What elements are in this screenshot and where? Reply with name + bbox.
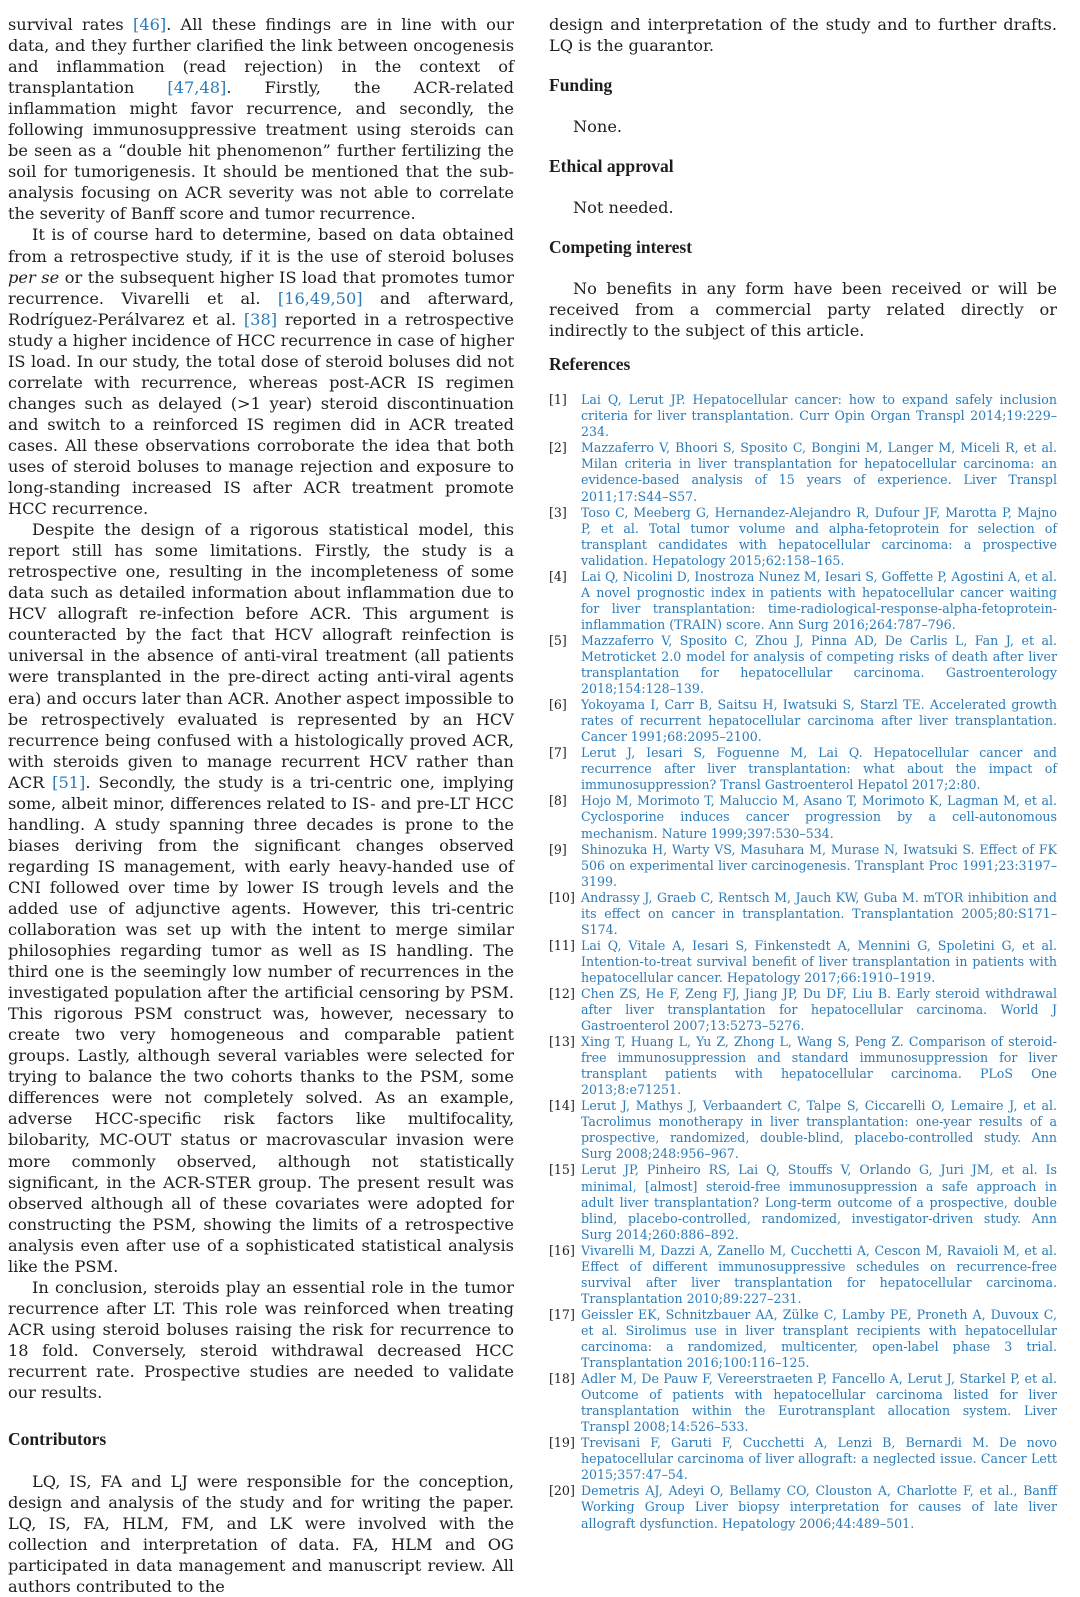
- text-span: . All these findings are in line with our data, and they further clarified the link between oncogenesis and inflammation (read rejection) in the context of transplantation: [8, 15, 514, 98]
- citation-link[interactable]: [16,49,50]: [277, 288, 363, 308]
- reference-number: [10]: [549, 889, 575, 905]
- reference-number: [20]: [549, 1483, 575, 1499]
- reference-item: [549, 505, 1057, 569]
- reference-item: [549, 1162, 1057, 1242]
- reference-link[interactable]: Mazzaferro V, Sposito C, Zhou J, Pinna AD, De Carlis L, Fan J, et al. Metroticket 2.0 model for analysis of competing risks of death after liver transplantation for hepatocellular carcinoma. Gastroenterology 2018;154:128–139.: [581, 632, 1057, 697]
- citation-link[interactable]: [47,48]: [167, 78, 227, 98]
- reference-item: [549, 793, 1057, 841]
- reference-number: [3]: [549, 504, 567, 520]
- reference-link[interactable]: Chen ZS, He F, Zeng FJ, Jiang JP, Du DF, Liu B. Early steroid withdrawal after liver transplantation for hepatocellular carcinoma. World J Gastroenterol 2007;13:5273–5276.: [581, 985, 1057, 1034]
- reference-item: [549, 1098, 1057, 1162]
- reference-number: [18]: [549, 1371, 575, 1387]
- ethical-text: Not needed.: [573, 198, 674, 218]
- reference-item: [549, 842, 1057, 890]
- reference-list: [549, 392, 1057, 1531]
- citation-link[interactable]: [51]: [52, 772, 86, 792]
- paragraph-conclusion: In conclusion, steroids play an essential role in the tumor recurrence after LT. This role was reinforced when treating ACR using steroid boluses raising the risk for recurrence to 18 fold. Conversely, steroid withdrawal decreased HCC recurrent rate. Prospective studies are needed to validate our results.: [8, 1277, 514, 1403]
- text-span: or the subsequent higher IS load that promotes tumor recurrence. Vivarelli et al.: [8, 267, 514, 308]
- reference-link[interactable]: Toso C, Meeberg G, Hernandez-Alejandro R, Dufour JF, Marotta P, Majno P, et al. Total tumor volume and alpha-fetoprotein for selection of transplant candidates with hepatocellular carcinoma: a prospective validation. Hepatology 2015;62:158–165.: [581, 504, 1057, 568]
- reference-item: [549, 1034, 1057, 1098]
- contributors-heading: Contributors: [8, 1429, 107, 1450]
- reference-number: [1]: [549, 392, 567, 408]
- reference-item: [549, 392, 1057, 440]
- reference-number: [11]: [549, 937, 575, 953]
- reference-number: [9]: [549, 841, 567, 857]
- funding-text: None.: [573, 117, 623, 137]
- references-heading: References: [549, 354, 631, 375]
- reference-item: [549, 986, 1057, 1034]
- reference-item: [549, 440, 1057, 504]
- reference-link[interactable]: Trevisani F, Garuti F, Cucchetti A, Lenzi B, Bernardi M. De novo hepatocellular carcinoma of liver allograft: a neglected issue. Cancer Lett 2015;357:47–54.: [581, 1435, 1057, 1483]
- reference-link[interactable]: Mazzaferro V, Bhoori S, Sposito C, Bongini M, Langer M, Miceli R, et al. Milan criteria in liver transplantation for hepatocellular carcinoma: an evidence-based analysis of 15 years of experience. Liver Transpl 2011;17:S44–S57.: [581, 440, 1057, 504]
- reference-number: [4]: [549, 568, 567, 584]
- reference-link[interactable]: Lai Q, Vitale A, Iesari S, Finkenstedt A, Mennini G, Spoletini G, et al. Intention-to-treat survival benefit of liver transplantation in patients with hepatocellular cancer. Hepatology 2017;66:1910–1919.: [581, 937, 1057, 985]
- text-span: Despite the design of a rigorous statistical model, this report still has some limitations. Firstly, the study is a retrospective one, resulting in the incompleteness of some data such as detailed information about inflammation due to HCV allograft re-infection before ACR. This argument is counteracted by the fact that HCV allograft reinfection is universal in the absence of anti-viral treatment (all patients were transplanted in the pre-direct acting anti-viral agents era) and occurs later than ACR. Another aspect impossible to be retrospectively evaluated is represented by an HCV recurrence being confused with a histologically proved ACR, with steroids given to manage recurrent HCV rather than ACR: [8, 520, 514, 792]
- reference-link[interactable]: Vivarelli M, Dazzi A, Zanello M, Cucchetti A, Cescon M, Ravaioli M, et al. Effect of different immunosuppressive schedules on recurrence-free survival after liver transplantation for hepatocellular carcinoma. Transplantation 2010;89:227–231.: [581, 1242, 1057, 1306]
- reference-number: [6]: [549, 697, 567, 713]
- reference-item: [549, 1435, 1057, 1483]
- reference-number: [5]: [549, 632, 567, 648]
- reference-item: [549, 697, 1057, 745]
- reference-number: [19]: [549, 1435, 575, 1451]
- reference-item: [549, 1243, 1057, 1307]
- paragraph-limitations: [8, 519, 514, 1277]
- reference-link[interactable]: Xing T, Huang L, Yu Z, Zhong L, Wang S, Peng Z. Comparison of steroid-free immunosuppression and standard immunosuppression for liver transplant patients with hepatocellular carcinoma. PLoS One 2013;8:e71251.: [581, 1034, 1057, 1098]
- right-column: [549, 14, 1057, 1532]
- reference-number: [7]: [549, 745, 567, 761]
- reference-item: [549, 633, 1057, 697]
- text-span: survival rates: [8, 15, 133, 34]
- citation-link[interactable]: [38]: [243, 309, 278, 329]
- contributors-continued: design and interpretation of the study and to further drafts. LQ is the guarantor.: [549, 15, 1057, 56]
- reference-number: [8]: [549, 793, 567, 809]
- reference-number: [16]: [549, 1242, 575, 1258]
- reference-link[interactable]: Shinozuka H, Warty VS, Masuhara M, Murase N, Iwatsuki S. Effect of FK 506 on experimental liver carcinogenesis. Transplant Proc 1991;23:3197–3199.: [581, 841, 1057, 889]
- reference-number: [15]: [549, 1162, 575, 1178]
- reference-item: [549, 745, 1057, 793]
- text-span: and afterward, Rodríguez-Perálvarez et al.: [8, 288, 514, 329]
- reference-item: [549, 1307, 1057, 1371]
- text-span: reported in a retrospective study a higher incidence of HCC recurrence in case of higher IS load. In our study, the total dose of steroid boluses did not correlate with recurrence, whereas post-ACR IS regimen changes such as delayed (>1 year) steroid discontinuation and switch to a reinforced IS regimen did in ACR treated cases. All these observations corroborate the idea that both uses of steroid boluses to manage rejection and exposure to long-standing increased IS after ACR treatment promote HCC recurrence.: [8, 309, 514, 519]
- reference-number: [17]: [549, 1306, 575, 1322]
- citation-link[interactable]: [46]: [132, 15, 167, 34]
- reference-item: [549, 1371, 1057, 1435]
- reference-number: [2]: [549, 440, 567, 456]
- reference-link[interactable]: Adler M, De Pauw F, Vereerstraeten P, Fancello A, Lerut J, Starkel P, et al. Outcome of patients with hepatocellular carcinoma listed for liver transplantation within the Eurotransplant allocation system. Liver Transpl 2008;14:526–533.: [581, 1371, 1057, 1435]
- reference-link[interactable]: Hojo M, Morimoto T, Maluccio M, Asano T, Morimoto K, Lagman M, et al. Cyclosporine induces cancer progression by a cell-autonomous mechanism. Nature 1999;397:530–534.: [581, 793, 1057, 841]
- text-span: . Firstly, the ACR-related inflammation might favor recurrence, and secondly, the following immunosuppressive treatment using steroids can be seen as a “double hit phenomenon” further fertilizing the soil for tumorigenesis. It should be mentioned that the sub-analysis focusing on ACR severity was not able to correlate the severity of Banff score and tumor recurrence.: [8, 78, 514, 224]
- text-span: . Secondly, the study is a tri-centric one, implying some, albeit minor, differences related to IS- and pre-LT HCC handling. A study spanning three decades is prone to the biases deriving from the significant changes observed regarding IS management, with early heavy-handed use of CNI followed over time by lower IS trough levels and the added use of adjunctive agents. However, this tri-centric collaboration was set up with the intent to merge similar philosophies regarding tumor as well as IS handling. The third one is the seemingly low number of recurrences in the investigated population after the artificial censoring by PSM. This rigorous PSM construct was, however, necessary to create two very homogeneous and comparable patient groups. Lastly, although several variables were selected for trying to balance the two cohorts thanks to the PSM, some differences were not completely solved. As an example, adverse HCC-specific risk factors like multifocality, bilobarity, MC-OUT status or macrovascular invasion were more commonly observed, although not statistically significant, in the ACR-STER group. The present result was observed although all of these covariates were adopted for constructing the PSM, showing the limits of a retrospective analysis even after use of a sophisticated statistical analysis like the PSM.: [8, 772, 514, 1276]
- ethical-heading: Ethical approval: [549, 156, 674, 177]
- reference-link[interactable]: Yokoyama I, Carr B, Saitsu H, Iwatsuki S, Starzl TE. Accelerated growth rates of recurrent hepatocellular carcinoma after liver transplantation. Cancer 1991;68:2095–2100.: [581, 697, 1057, 745]
- reference-link[interactable]: Lai Q, Nicolini D, Inostroza Nunez M, Iesari S, Goffette P, Agostini A, et al. A novel prognostic index in patients with hepatocellular cancer waiting for liver transplantation: time-radiological-response-alpha-fetoprotein-inflammation (TRAIN) score. Ann Surg 2016;264:787–796.: [581, 568, 1057, 632]
- reference-item: [549, 569, 1057, 633]
- reference-item: [549, 1483, 1057, 1531]
- reference-number: [12]: [549, 985, 575, 1001]
- paragraph-steroid-boluses: [8, 224, 514, 519]
- reference-number: [13]: [549, 1034, 575, 1050]
- reference-link[interactable]: Lai Q, Lerut JP. Hepatocellular cancer: how to expand safely inclusion criteria for liver transplantation. Curr Opin Organ Transpl 2014;19:229–234.: [581, 392, 1057, 440]
- contributors-text: LQ, IS, FA and LJ were responsible for the conception, design and analysis of the study and for writing the paper. LQ, IS, FA, HLM, FM, and LK were involved with the collection and interpretation of data. FA, HLM and OG participated in data management and manuscript review. All authors contributed to the: [8, 1472, 514, 1597]
- left-column: [8, 14, 514, 1597]
- reference-link[interactable]: Geissler EK, Schnitzbauer AA, Zülke C, Lamby PE, Proneth A, Duvoux C, et al. Sirolimus use in liver transplant recipients with hepatocellular carcinoma: a randomized, multicenter, open-label phase 3 trial. Transplantation 2016;100:116–125.: [581, 1306, 1057, 1371]
- competing-heading: Competing interest: [549, 237, 693, 258]
- reference-link[interactable]: Demetris AJ, Adeyi O, Bellamy CO, Clouston A, Charlotte F, et al., Banff Working Group Liver biopsy interpretation for causes of late liver allograft dysfunction. Hepatology 2006;44:489–501.: [581, 1483, 1057, 1531]
- reference-link[interactable]: Lerut J, Iesari S, Foguenne M, Lai Q. Hepatocellular cancer and recurrence after liver transplantation: what about the impact of immunosuppression? Transl Gastroenterol Hepatol 2017;2:80.: [581, 745, 1057, 793]
- funding-heading: Funding: [549, 75, 613, 96]
- paragraph-survival: [8, 14, 514, 224]
- reference-number: [14]: [549, 1098, 575, 1114]
- reference-link[interactable]: Andrassy J, Graeb C, Rentsch M, Jauch KW, Guba M. mTOR inhibition and its effect on cancer in transplantation. Transplantation 2005;80:S171–S174.: [581, 889, 1057, 937]
- competing-text: No benefits in any form have been received or will be received from a commercial party related directly or indirectly to the subject of this article.: [549, 279, 1057, 341]
- text-span: It is of course hard to determine, based on data obtained from a retrospective study, if it is the use of steroid boluses: [8, 225, 514, 266]
- reference-link[interactable]: Lerut JP, Pinheiro RS, Lai Q, Stouffs V, Orlando G, Juri JM, et al. Is minimal, [almost] steroid-free immunosuppression a safe approach in adult liver transplantation? Long-term outcome of a prospective, double blind, placebo-controlled, randomized, investigator-driven study. Ann Surg 2014;260:886–892.: [581, 1162, 1057, 1242]
- reference-item: [549, 890, 1057, 938]
- italic-text: per se: [8, 267, 60, 287]
- reference-item: [549, 938, 1057, 986]
- reference-link[interactable]: Lerut J, Mathys J, Verbaandert C, Talpe S, Ciccarelli O, Lemaire J, et al. Tacrolimus monotherapy in liver transplantation: one-year results of a prospective, randomized, double-blind, placebo-controlled study. Ann Surg 2008;248:956–967.: [581, 1098, 1057, 1162]
